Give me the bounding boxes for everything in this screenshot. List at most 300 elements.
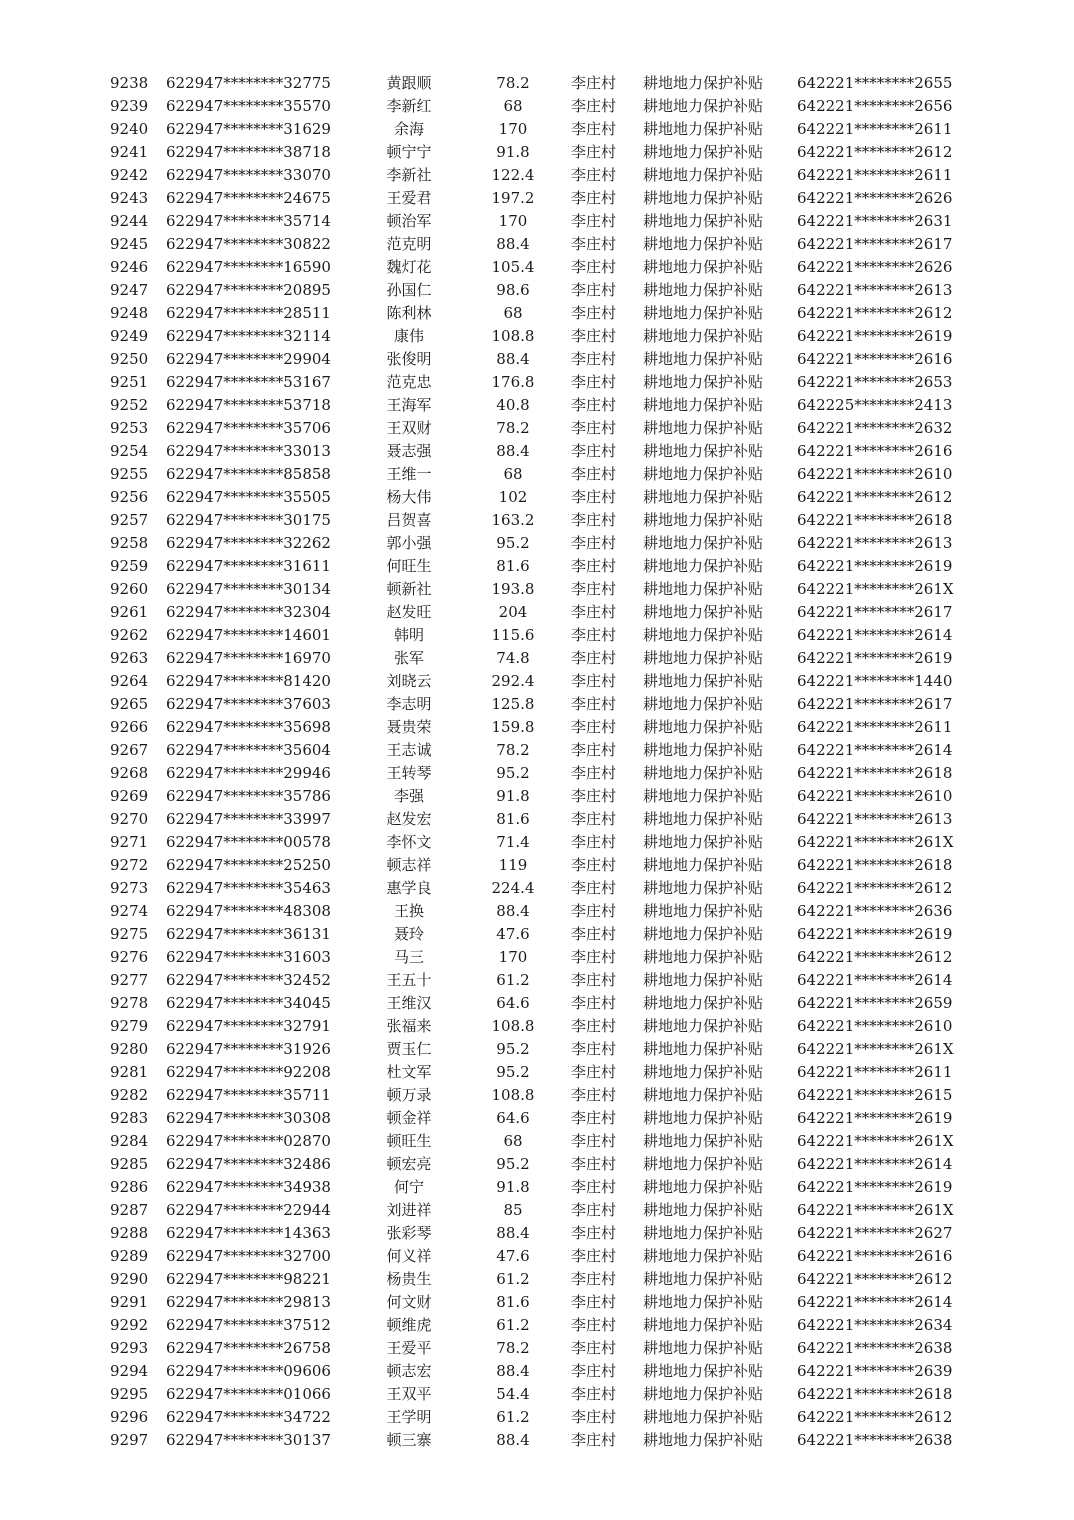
account-number: 622947********31926 (166, 1040, 331, 1058)
subsidy-type: 耕地地力保护补贴 (643, 1040, 764, 1058)
subsidy-amount: 78.2 (496, 741, 530, 759)
id-number: 642221********2611 (797, 1063, 953, 1081)
id-number: 642221********2618 (797, 764, 953, 782)
id-number: 642221********1440 (797, 672, 953, 690)
village-name: 李庄村 (571, 1086, 617, 1104)
subsidy-amount: 85 (503, 1201, 523, 1219)
subsidy-amount: 170 (498, 120, 528, 138)
farmer-name: 王五十 (386, 971, 432, 989)
subsidy-amount: 95.2 (496, 1155, 530, 1173)
village-name: 李庄村 (571, 465, 617, 483)
subsidy-type: 耕地地力保护补贴 (643, 672, 764, 690)
subsidy-type: 耕地地力保护补贴 (643, 511, 764, 529)
id-number: 642221********2627 (797, 1224, 953, 1242)
subsidy-amount: 204 (498, 603, 528, 621)
table-row (0, 1015, 1074, 1038)
table-row (0, 854, 1074, 877)
account-number: 622947********48308 (166, 902, 331, 920)
id-number: 642221********2613 (797, 281, 953, 299)
farmer-name: 吕贺喜 (386, 511, 432, 529)
serial-number: 9269 (110, 787, 149, 805)
account-number: 622947********31603 (166, 948, 331, 966)
subsidy-type: 耕地地力保护补贴 (643, 1155, 764, 1173)
account-number: 622947********34045 (166, 994, 331, 1012)
id-number: 642221********2612 (797, 1408, 953, 1426)
subsidy-amount: 193.8 (491, 580, 535, 598)
serial-number: 9291 (110, 1293, 149, 1311)
table-row (0, 141, 1074, 164)
account-number: 622947********32452 (166, 971, 331, 989)
subsidy-type: 耕地地力保护补贴 (643, 166, 764, 184)
table-row (0, 256, 1074, 279)
subsidy-amount: 108.8 (491, 1017, 535, 1035)
table-row (0, 1061, 1074, 1084)
account-number: 622947********32486 (166, 1155, 331, 1173)
village-name: 李庄村 (571, 511, 617, 529)
id-number: 642221********2619 (797, 1109, 953, 1127)
subsidy-amount: 91.8 (496, 143, 530, 161)
table-row (0, 486, 1074, 509)
subsidy-type: 耕地地力保护补贴 (643, 1316, 764, 1334)
subsidy-type: 耕地地力保护补贴 (643, 1270, 764, 1288)
subsidy-type: 耕地地力保护补贴 (643, 810, 764, 828)
table-row (0, 555, 1074, 578)
village-name: 李庄村 (571, 833, 617, 851)
subsidy-amount: 47.6 (496, 925, 530, 943)
farmer-name: 黄跟顺 (386, 74, 432, 92)
id-number: 642221********2611 (797, 120, 953, 138)
serial-number: 9254 (110, 442, 149, 460)
serial-number: 9243 (110, 189, 149, 207)
id-number: 642221********2610 (797, 465, 953, 483)
village-name: 李庄村 (571, 1109, 617, 1127)
farmer-name: 聂玲 (393, 925, 424, 943)
village-name: 李庄村 (571, 74, 617, 92)
id-number: 642221********2617 (797, 603, 953, 621)
account-number: 622947********32114 (166, 327, 331, 345)
village-name: 李庄村 (571, 120, 617, 138)
village-name: 李庄村 (571, 626, 617, 644)
subsidy-type: 耕地地力保护补贴 (643, 580, 764, 598)
village-name: 李庄村 (571, 235, 617, 253)
subsidy-type: 耕地地力保护补贴 (643, 1247, 764, 1265)
subsidy-amount: 170 (498, 948, 528, 966)
serial-number: 9270 (110, 810, 149, 828)
village-name: 李庄村 (571, 212, 617, 230)
subsidy-amount: 159.8 (491, 718, 535, 736)
subsidy-amount: 54.4 (496, 1385, 530, 1403)
table-row (0, 785, 1074, 808)
serial-number: 9266 (110, 718, 149, 736)
subsidy-amount: 108.8 (491, 327, 535, 345)
account-number: 622947********34938 (166, 1178, 331, 1196)
subsidy-amount: 292.4 (491, 672, 535, 690)
serial-number: 9251 (110, 373, 149, 391)
account-number: 622947********35714 (166, 212, 331, 230)
table-row (0, 624, 1074, 647)
account-number: 622947********28511 (166, 304, 331, 322)
serial-number: 9277 (110, 971, 149, 989)
farmer-name: 王维汉 (386, 994, 432, 1012)
farmer-name: 何义祥 (386, 1247, 432, 1265)
serial-number: 9255 (110, 465, 149, 483)
account-number: 622947********35505 (166, 488, 331, 506)
village-name: 李庄村 (571, 166, 617, 184)
account-number: 622947********24675 (166, 189, 331, 207)
account-number: 622947********22944 (166, 1201, 331, 1219)
id-number: 642221********2655 (797, 74, 953, 92)
subsidy-type: 耕地地力保护补贴 (643, 787, 764, 805)
id-number: 642221********2636 (797, 902, 953, 920)
serial-number: 9285 (110, 1155, 149, 1173)
subsidy-amount: 95.2 (496, 1040, 530, 1058)
subsidy-type: 耕地地力保护补贴 (643, 1063, 764, 1081)
serial-number: 9250 (110, 350, 149, 368)
table-row (0, 509, 1074, 532)
subsidy-amount: 71.4 (496, 833, 530, 851)
farmer-name: 余海 (393, 120, 424, 138)
serial-number: 9288 (110, 1224, 149, 1242)
serial-number: 9238 (110, 74, 149, 92)
id-number: 642221********2619 (797, 327, 953, 345)
account-number: 622947********20895 (166, 281, 331, 299)
account-number: 622947********31629 (166, 120, 331, 138)
account-number: 622947********25250 (166, 856, 331, 874)
table-row (0, 1130, 1074, 1153)
village-name: 李庄村 (571, 258, 617, 276)
id-number: 642221********2617 (797, 235, 953, 253)
id-number: 642221********2614 (797, 1293, 953, 1311)
table-row (0, 187, 1074, 210)
id-number: 642221********261X (797, 1132, 954, 1150)
subsidy-amount: 68 (503, 465, 523, 483)
id-number: 642221********2612 (797, 488, 953, 506)
subsidy-amount: 88.4 (496, 1224, 530, 1242)
table-row (0, 1314, 1074, 1337)
village-name: 李庄村 (571, 879, 617, 897)
village-name: 李庄村 (571, 1155, 617, 1173)
village-name: 李庄村 (571, 304, 617, 322)
account-number: 622947********32262 (166, 534, 331, 552)
table-row (0, 1176, 1074, 1199)
id-number: 642221********2618 (797, 511, 953, 529)
farmer-name: 李怀文 (386, 833, 432, 851)
account-number: 622947********81420 (166, 672, 331, 690)
farmer-name: 王维一 (386, 465, 432, 483)
table-row (0, 1429, 1074, 1452)
village-name: 李庄村 (571, 419, 617, 437)
id-number: 642221********2610 (797, 787, 953, 805)
table-row (0, 1222, 1074, 1245)
farmer-name: 李志明 (386, 695, 432, 713)
subsidy-type: 耕地地力保护补贴 (643, 534, 764, 552)
table-row (0, 969, 1074, 992)
farmer-name: 张彩琴 (386, 1224, 432, 1242)
subsidy-type: 耕地地力保护补贴 (643, 281, 764, 299)
village-name: 李庄村 (571, 925, 617, 943)
id-number: 642221********2632 (797, 419, 953, 437)
serial-number: 9287 (110, 1201, 149, 1219)
subsidy-type: 耕地地力保护补贴 (643, 327, 764, 345)
subsidy-amount: 78.2 (496, 1339, 530, 1357)
account-number: 622947********35463 (166, 879, 331, 897)
account-number: 622947********30822 (166, 235, 331, 253)
village-name: 李庄村 (571, 1431, 617, 1449)
id-number: 642221********2653 (797, 373, 953, 391)
subsidy-amount: 78.2 (496, 74, 530, 92)
village-name: 李庄村 (571, 1132, 617, 1150)
subsidy-amount: 95.2 (496, 534, 530, 552)
id-number: 642221********2615 (797, 1086, 953, 1104)
table-row (0, 693, 1074, 716)
village-name: 李庄村 (571, 741, 617, 759)
subsidy-amount: 91.8 (496, 1178, 530, 1196)
table-row (0, 762, 1074, 785)
serial-number: 9256 (110, 488, 149, 506)
table-row (0, 417, 1074, 440)
village-name: 李庄村 (571, 1201, 617, 1219)
farmer-name: 马三 (393, 948, 424, 966)
village-name: 李庄村 (571, 143, 617, 161)
table-row (0, 325, 1074, 348)
id-number: 642221********2626 (797, 258, 953, 276)
subsidy-amount: 81.6 (496, 557, 530, 575)
farmer-name: 张俊明 (386, 350, 432, 368)
id-number: 642221********2617 (797, 695, 953, 713)
account-number: 622947********29813 (166, 1293, 331, 1311)
table-row (0, 739, 1074, 762)
account-number: 622947********29946 (166, 764, 331, 782)
village-name: 李庄村 (571, 971, 617, 989)
subsidy-type: 耕地地力保护补贴 (643, 442, 764, 460)
farmer-name: 杨贵生 (386, 1270, 432, 1288)
village-name: 李庄村 (571, 1017, 617, 1035)
subsidy-type: 耕地地力保护补贴 (643, 902, 764, 920)
table-row (0, 900, 1074, 923)
account-number: 622947********98221 (166, 1270, 331, 1288)
subsidy-type: 耕地地力保护补贴 (643, 741, 764, 759)
serial-number: 9276 (110, 948, 149, 966)
subsidy-type: 耕地地力保护补贴 (643, 304, 764, 322)
table-row (0, 302, 1074, 325)
serial-number: 9249 (110, 327, 149, 345)
subsidy-type: 耕地地力保护补贴 (643, 649, 764, 667)
subsidy-amount: 61.2 (496, 1270, 530, 1288)
village-name: 李庄村 (571, 488, 617, 506)
id-number: 642221********2656 (797, 97, 953, 115)
table-row (0, 601, 1074, 624)
farmer-name: 王爱君 (386, 189, 432, 207)
account-number: 622947********09606 (166, 1362, 331, 1380)
subsidy-type: 耕地地力保护补贴 (643, 879, 764, 897)
serial-number: 9290 (110, 1270, 149, 1288)
farmer-name: 赵发宏 (386, 810, 432, 828)
village-name: 李庄村 (571, 580, 617, 598)
account-number: 622947********30175 (166, 511, 331, 529)
table-row (0, 1199, 1074, 1222)
farmer-name: 魏灯花 (386, 258, 432, 276)
subsidy-amount: 119 (498, 856, 528, 874)
subsidy-type: 耕地地力保护补贴 (643, 373, 764, 391)
village-name: 李庄村 (571, 1270, 617, 1288)
village-name: 李庄村 (571, 1224, 617, 1242)
farmer-name: 顿维虎 (386, 1316, 432, 1334)
village-name: 李庄村 (571, 396, 617, 414)
id-number: 642221********2639 (797, 1362, 953, 1380)
serial-number: 9262 (110, 626, 149, 644)
subsidy-amount: 88.4 (496, 350, 530, 368)
village-name: 李庄村 (571, 1316, 617, 1334)
farmer-name: 王学明 (386, 1408, 432, 1426)
farmer-name: 顿志宏 (386, 1362, 432, 1380)
village-name: 李庄村 (571, 810, 617, 828)
subsidy-amount: 95.2 (496, 764, 530, 782)
subsidy-amount: 176.8 (491, 373, 535, 391)
subsidy-type: 耕地地力保护补贴 (643, 1017, 764, 1035)
id-number: 642221********2611 (797, 166, 953, 184)
account-number: 622947********16970 (166, 649, 331, 667)
subsidy-amount: 122.4 (491, 166, 535, 184)
subsidy-type: 耕地地力保护补贴 (643, 948, 764, 966)
account-number: 622947********01066 (166, 1385, 331, 1403)
table-row (0, 210, 1074, 233)
subsidy-amount: 197.2 (491, 189, 535, 207)
id-number: 642221********2634 (797, 1316, 953, 1334)
table-row (0, 1337, 1074, 1360)
subsidy-type: 耕地地力保护补贴 (643, 718, 764, 736)
farmer-name: 贾玉仁 (386, 1040, 432, 1058)
id-number: 642221********2626 (797, 189, 953, 207)
id-number: 642221********2618 (797, 856, 953, 874)
id-number: 642221********2631 (797, 212, 953, 230)
id-number: 642221********2612 (797, 143, 953, 161)
table-row (0, 1153, 1074, 1176)
account-number: 622947********53718 (166, 396, 331, 414)
subsidy-type: 耕地地力保护补贴 (643, 557, 764, 575)
table-row (0, 923, 1074, 946)
id-number: 642221********2612 (797, 304, 953, 322)
village-name: 李庄村 (571, 281, 617, 299)
account-number: 622947********37603 (166, 695, 331, 713)
account-number: 622947********92208 (166, 1063, 331, 1081)
id-number: 642221********2619 (797, 925, 953, 943)
table-row (0, 877, 1074, 900)
farmer-name: 何文财 (386, 1293, 432, 1311)
farmer-name: 范克明 (386, 235, 432, 253)
account-number: 622947********30134 (166, 580, 331, 598)
subsidy-amount: 88.4 (496, 902, 530, 920)
village-name: 李庄村 (571, 764, 617, 782)
subsidy-type: 耕地地力保护补贴 (643, 235, 764, 253)
subsidy-amount: 170 (498, 212, 528, 230)
village-name: 李庄村 (571, 1063, 617, 1081)
farmer-name: 顿治军 (386, 212, 432, 230)
village-name: 李庄村 (571, 97, 617, 115)
subsidy-amount: 74.8 (496, 649, 530, 667)
serial-number: 9264 (110, 672, 149, 690)
id-number: 642221********2619 (797, 1178, 953, 1196)
farmer-name: 韩明 (393, 626, 424, 644)
table-row (0, 946, 1074, 969)
table-row (0, 808, 1074, 831)
account-number: 622947********33997 (166, 810, 331, 828)
subsidy-amount: 88.4 (496, 235, 530, 253)
account-number: 622947********32700 (166, 1247, 331, 1265)
table-row (0, 578, 1074, 601)
village-name: 李庄村 (571, 1362, 617, 1380)
account-number: 622947********35711 (166, 1086, 331, 1104)
serial-number: 9284 (110, 1132, 149, 1150)
farmer-name: 王爱平 (386, 1339, 432, 1357)
subsidy-type: 耕地地力保护补贴 (643, 212, 764, 230)
farmer-name: 顿宏亮 (386, 1155, 432, 1173)
village-name: 李庄村 (571, 718, 617, 736)
village-name: 李庄村 (571, 442, 617, 460)
farmer-name: 惠学良 (386, 879, 432, 897)
table-row (0, 1084, 1074, 1107)
account-number: 622947********36131 (166, 925, 331, 943)
id-number: 642221********2619 (797, 557, 953, 575)
serial-number: 9271 (110, 833, 149, 851)
table-row (0, 1107, 1074, 1130)
subsidy-type: 耕地地力保护补贴 (643, 465, 764, 483)
id-number: 642221********2659 (797, 994, 953, 1012)
id-number: 642221********2612 (797, 948, 953, 966)
serial-number: 9297 (110, 1431, 149, 1449)
account-number: 622947********02870 (166, 1132, 331, 1150)
id-number: 642221********2612 (797, 879, 953, 897)
table-row (0, 992, 1074, 1015)
village-name: 李庄村 (571, 1040, 617, 1058)
table-row (0, 1291, 1074, 1314)
account-number: 622947********00578 (166, 833, 331, 851)
subsidy-type: 耕地地力保护补贴 (643, 971, 764, 989)
subsidy-type: 耕地地力保护补贴 (643, 833, 764, 851)
farmer-name: 刘进祥 (386, 1201, 432, 1219)
village-name: 李庄村 (571, 1293, 617, 1311)
farmer-name: 顿三寨 (386, 1431, 432, 1449)
village-name: 李庄村 (571, 649, 617, 667)
id-number: 642221********2616 (797, 1247, 953, 1265)
farmer-name: 顿志祥 (386, 856, 432, 874)
village-name: 李庄村 (571, 695, 617, 713)
subsidy-type: 耕地地力保护补贴 (643, 1178, 764, 1196)
subsidy-type: 耕地地力保护补贴 (643, 1362, 764, 1380)
table-row (0, 371, 1074, 394)
serial-number: 9260 (110, 580, 149, 598)
id-number: 642221********2618 (797, 1385, 953, 1403)
serial-number: 9273 (110, 879, 149, 897)
subsidy-amount: 91.8 (496, 787, 530, 805)
farmer-name: 杜文军 (386, 1063, 432, 1081)
subsidy-table (0, 72, 1074, 1452)
village-name: 李庄村 (571, 327, 617, 345)
account-number: 622947********34722 (166, 1408, 331, 1426)
farmer-name: 顿新社 (386, 580, 432, 598)
serial-number: 9265 (110, 695, 149, 713)
serial-number: 9281 (110, 1063, 149, 1081)
farmer-name: 顿金祥 (386, 1109, 432, 1127)
serial-number: 9279 (110, 1017, 149, 1035)
subsidy-amount: 81.6 (496, 1293, 530, 1311)
table-row (0, 647, 1074, 670)
subsidy-amount: 105.4 (491, 258, 535, 276)
village-name: 李庄村 (571, 1339, 617, 1357)
subsidy-amount: 88.4 (496, 1362, 530, 1380)
serial-number: 9283 (110, 1109, 149, 1127)
account-number: 622947********32775 (166, 74, 331, 92)
serial-number: 9272 (110, 856, 149, 874)
